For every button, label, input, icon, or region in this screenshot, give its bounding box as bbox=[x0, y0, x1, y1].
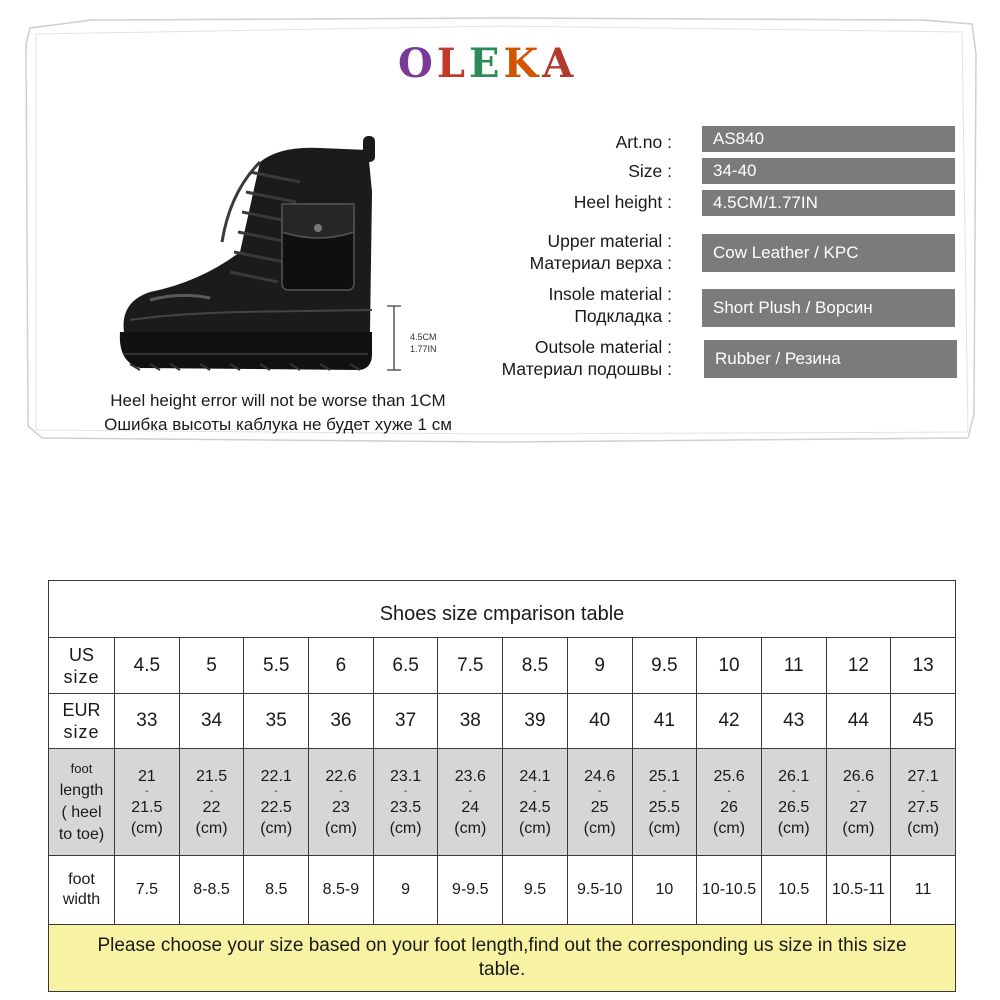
foot-width-cell: 10 bbox=[633, 856, 698, 925]
logo-letter: O bbox=[398, 40, 437, 87]
foot-length-cell: 25.1 - 25.5 (cm) bbox=[633, 749, 698, 856]
note-russian: Ошибка высоты каблука не будет хуже 1 см bbox=[104, 415, 452, 434]
foot-width-row bbox=[49, 856, 955, 925]
foot-width-cell: 9.5-10 bbox=[568, 856, 633, 925]
product-info-card bbox=[22, 14, 982, 444]
eur-size-cell: 41 bbox=[633, 694, 698, 749]
ruler-in-label: 1.77IN bbox=[410, 344, 437, 354]
foot-length-cell: 27.1 - 27.5 (cm) bbox=[891, 749, 955, 856]
us-size-cell: 6 bbox=[309, 638, 374, 694]
eur-size-header: EUR size bbox=[49, 694, 115, 749]
eur-size-cell: 37 bbox=[374, 694, 439, 749]
spec-value-upper-material: Cow Leather / KPC bbox=[702, 234, 955, 272]
us-size-cell: 10 bbox=[697, 638, 762, 694]
logo-letter: A bbox=[542, 40, 578, 87]
logo-letter: E bbox=[468, 40, 504, 87]
foot-width-cell: 9 bbox=[374, 856, 439, 925]
eur-size-cell: 44 bbox=[827, 694, 892, 749]
eur-size-cell: 35 bbox=[244, 694, 309, 749]
foot-length-header: foot length ( heel to toe) bbox=[49, 749, 115, 856]
logo-letter: K bbox=[503, 40, 543, 87]
foot-width-cell: 10.5-11 bbox=[827, 856, 892, 925]
size-advice-note: Please choose your size based on your foot length,find out the corresponding us size in this size table. bbox=[49, 925, 955, 991]
foot-width-cell: 8.5-9 bbox=[309, 856, 374, 925]
spec-label-insole-material: Insole material : Подкладка : bbox=[548, 284, 672, 326]
brand-logo bbox=[398, 40, 577, 87]
spec-label-outsole-material: Outsole material : Материал подошвы : bbox=[501, 337, 672, 379]
foot-width-cell: 9-9.5 bbox=[438, 856, 503, 925]
foot-length-cell: 23.1 - 23.5 (cm) bbox=[374, 749, 439, 856]
size-comparison-table bbox=[48, 580, 956, 992]
eur-size-cell: 45 bbox=[891, 694, 955, 749]
us-size-cell: 5 bbox=[180, 638, 245, 694]
spec-label-size: Size : bbox=[628, 161, 672, 181]
foot-width-cell: 8-8.5 bbox=[180, 856, 245, 925]
foot-width-cell: 11 bbox=[891, 856, 955, 925]
foot-length-cell: 22.6 - 23 (cm) bbox=[309, 749, 374, 856]
us-size-cell: 8.5 bbox=[503, 638, 568, 694]
foot-length-cell: 26.6 - 27 (cm) bbox=[827, 749, 892, 856]
spec-label-upper-material: Upper material : Материал верха : bbox=[529, 231, 672, 273]
us-size-cell: 7.5 bbox=[438, 638, 503, 694]
foot-width-cell: 7.5 bbox=[115, 856, 180, 925]
spec-value-art-no: AS840 bbox=[702, 126, 955, 152]
eur-size-cell: 38 bbox=[438, 694, 503, 749]
logo-letter: L bbox=[436, 40, 469, 87]
us-size-header: US size bbox=[49, 638, 115, 694]
us-size-cell: 9.5 bbox=[633, 638, 698, 694]
note-english: Heel height error will not be worse than 1CM bbox=[110, 391, 446, 410]
table-title: Shoes size cmparison table bbox=[49, 581, 955, 638]
foot-width-cell: 8.5 bbox=[244, 856, 309, 925]
spec-value-outsole-material: Rubber / Резина bbox=[704, 340, 957, 378]
foot-width-cell: 9.5 bbox=[503, 856, 568, 925]
foot-width-header: foot width bbox=[49, 856, 115, 925]
heel-height-note bbox=[58, 389, 498, 437]
us-size-cell: 9 bbox=[568, 638, 633, 694]
foot-length-cell: 21 - 21.5 (cm) bbox=[115, 749, 180, 856]
foot-length-cell: 24.1 - 24.5 (cm) bbox=[503, 749, 568, 856]
us-size-cell: 5.5 bbox=[244, 638, 309, 694]
spec-label-art-no: Art.no : bbox=[615, 132, 672, 152]
heel-height-ruler bbox=[384, 304, 474, 384]
foot-length-cell: 24.6 - 25 (cm) bbox=[568, 749, 633, 856]
foot-length-cell: 23.6 - 24 (cm) bbox=[438, 749, 503, 856]
foot-length-cell: 21.5 - 22 (cm) bbox=[180, 749, 245, 856]
us-size-cell: 13 bbox=[891, 638, 955, 694]
foot-length-cell: 25.6 - 26 (cm) bbox=[697, 749, 762, 856]
eur-size-cell: 34 bbox=[180, 694, 245, 749]
foot-width-cell: 10-10.5 bbox=[697, 856, 762, 925]
spec-value-size: 34-40 bbox=[702, 158, 955, 184]
eur-size-cell: 33 bbox=[115, 694, 180, 749]
spec-value-insole-material: Short Plush / Ворсин bbox=[702, 289, 955, 327]
ruler-cm-label: 4.5CM bbox=[410, 332, 437, 342]
eur-size-row bbox=[49, 694, 955, 749]
eur-size-cell: 42 bbox=[697, 694, 762, 749]
foot-length-cell: 26.1 - 26.5 (cm) bbox=[762, 749, 827, 856]
foot-width-cell: 10.5 bbox=[762, 856, 827, 925]
spec-label-heel-height: Heel height : bbox=[573, 192, 672, 212]
spec-value-heel-height: 4.5CM/1.77IN bbox=[702, 190, 955, 216]
boot-product-image bbox=[110, 132, 400, 382]
us-size-cell: 6.5 bbox=[374, 638, 439, 694]
us-size-cell: 4.5 bbox=[115, 638, 180, 694]
eur-size-cell: 43 bbox=[762, 694, 827, 749]
foot-length-cell: 22.1 - 22.5 (cm) bbox=[244, 749, 309, 856]
us-size-row bbox=[49, 638, 955, 694]
us-size-cell: 11 bbox=[762, 638, 827, 694]
us-size-cell: 12 bbox=[827, 638, 892, 694]
foot-length-row bbox=[49, 749, 955, 856]
eur-size-cell: 40 bbox=[568, 694, 633, 749]
eur-size-cell: 36 bbox=[309, 694, 374, 749]
eur-size-cell: 39 bbox=[503, 694, 568, 749]
